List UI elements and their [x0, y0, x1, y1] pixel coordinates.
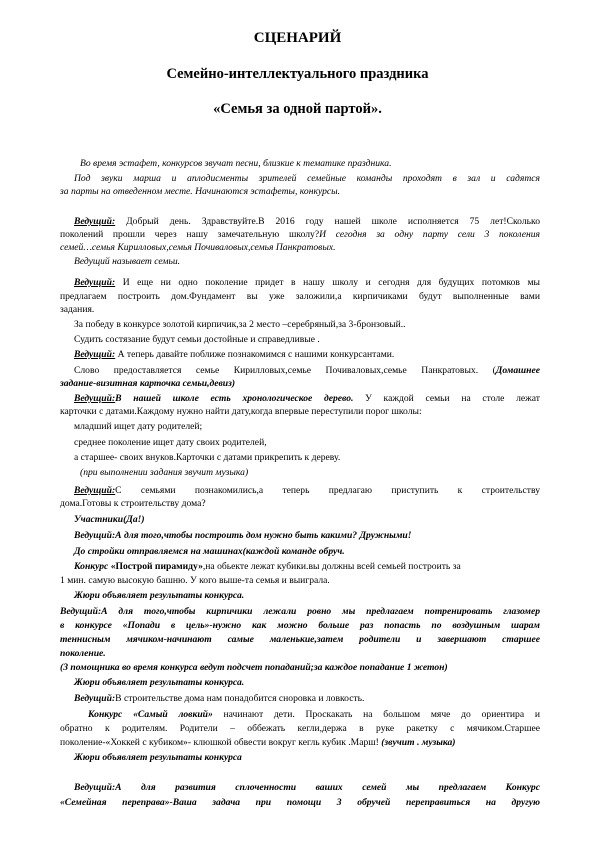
text-line: обратно к родителям. Родители – оббежать кегли,держа в руке ракетку с мячиком.Старшее	[60, 723, 540, 734]
text-line: поколение.	[60, 648, 106, 659]
text-line: Ведущий: Добрый день. Здравствуйте.В 2016 году нашей школе исполняется 75 лет!Сколько	[74, 216, 540, 227]
text-line: предлагаем построить дом.Фундамент вы уже заложили,а кирпичиками будут выполненные вами	[60, 291, 540, 302]
text-line: Конкурс «Построй пирамиду»,на обьекте лежат кубики.вы должны всей семьей построить за	[74, 561, 461, 572]
text-line: а старшее- своих внуков.Карточки с датами прикрепить к дереву.	[74, 452, 341, 463]
text-line: За победу в конкурсе золотой кирпичик,за 2 место –серебряный,за 3-бронзовый..	[74, 319, 406, 330]
text-line: Ведущий: И еще ни одно поколение придет в нашу школу и сегодня для будущих потомков мы	[74, 277, 540, 288]
text-line: задание-визитная карточка семьи,девиз)	[60, 378, 236, 389]
text-line: младший ищет дату родителей;	[74, 421, 203, 432]
text-line: дома.Готовы к строительству дома?	[60, 498, 206, 509]
event-name: «Семья за одной партой».	[213, 101, 382, 117]
text-line: (при выполнении задания звучит музыка)	[80, 467, 249, 478]
text-line: Ведущий называет семьи.	[74, 256, 181, 267]
text-line: карточки с датами.Каждому нужно найти дату,когда впервые переступили порог школы:	[60, 406, 422, 417]
text-line: за парты на отведенном месте. Начинаются эстафеты, конкурсы.	[60, 186, 341, 197]
text-line: теннисным мячиком-начинают самые маленькие,затем родители и завершают старшее	[60, 634, 540, 645]
text-line: Ведущий:С семьями познакомились,а теперь предлагаю приступить к строительству	[74, 485, 540, 496]
text-line: в конкурсе «Попади в цель»-нужно как можно больше раз попасть по воздушным шарам	[60, 620, 540, 631]
text-line: Жюри объявляет результаты конкурса.	[74, 590, 245, 601]
text-line: 1 мин. самую высокую башню. У кого выше-та семья и выиграла.	[60, 575, 330, 586]
text-line: Под звуки марша и аплодисменты зрителей семейные команды проходят в зал и садятся	[74, 173, 540, 184]
text-line: поколений прошли через нашу замечательную школу?И сегодня за одну парту сели 3 поколения	[60, 229, 540, 240]
document-title: СЦЕНАРИЙ	[253, 30, 342, 46]
text-line: «Семейная переправа»-Ваша задача при помощи 3 обручей переправиться на другую	[60, 797, 540, 808]
text-line: (3 помощника во время конкурса ведут подсчет попаданий;за каждое попадание 1 жетон)	[60, 662, 448, 673]
text-line: Судить состязание будут семьи достойные и справедливые .	[74, 334, 320, 345]
text-line: Жюри объявляет результаты конкурса	[74, 752, 242, 763]
text-line: поколение-«Хоккей с кубиком»- клюшкой обвести вокруг кегль кубик .Марш! (звучит . музыка)	[60, 737, 456, 748]
text-line: Жюри объявляет результаты конкурса.	[74, 677, 245, 688]
text-line: Ведущий:А для того,чтобы кирпичики лежали ровно мы предлагаем потренировать глазомер	[60, 606, 540, 617]
text-line: Участники(Да!)	[74, 514, 145, 525]
text-line: задания.	[60, 304, 95, 315]
text-line: До стройки отправляемся на машинах(каждой команде обруч.	[74, 546, 345, 557]
text-line: среднее поколение ищет дату своих родителей,	[74, 437, 267, 448]
text-line: семей…семья Кирилловых,семья Почиваловых,семья Панкратовых.	[60, 242, 336, 253]
text-line: Ведущий:А для развития сплоченности ваших семей мы предлагаем Конкурс	[74, 782, 540, 793]
text-line: Слово предоставляется семье Кирилловых,семье Почиваловых,семье Панкратовых. (Домашнее	[74, 365, 540, 376]
text-line: Во время эстафет, конкурсов звучат песни, близкие к тематике праздника.	[80, 158, 392, 169]
text-line: Ведущий: А теперь давайте поближе познакомимся с нашими конкурсантами.	[74, 349, 395, 360]
document-subtitle: Семейно-интеллектуального праздника	[166, 66, 429, 82]
text-line: Ведущий:В строительстве дома нам понадобится сноровка и ловкость.	[74, 693, 365, 704]
text-line: Ведущий:В нашей школе есть хронологическое дерево. У каждой семьи на столе лежат	[74, 393, 540, 404]
text-line: Конкурс «Самый ловкий» начинают дети. Проскакать на большом мяче до ориентира и	[88, 709, 540, 720]
text-line: Ведущий:А для того,чтобы построить дом нужно быть какими? Дружными!	[74, 530, 412, 541]
